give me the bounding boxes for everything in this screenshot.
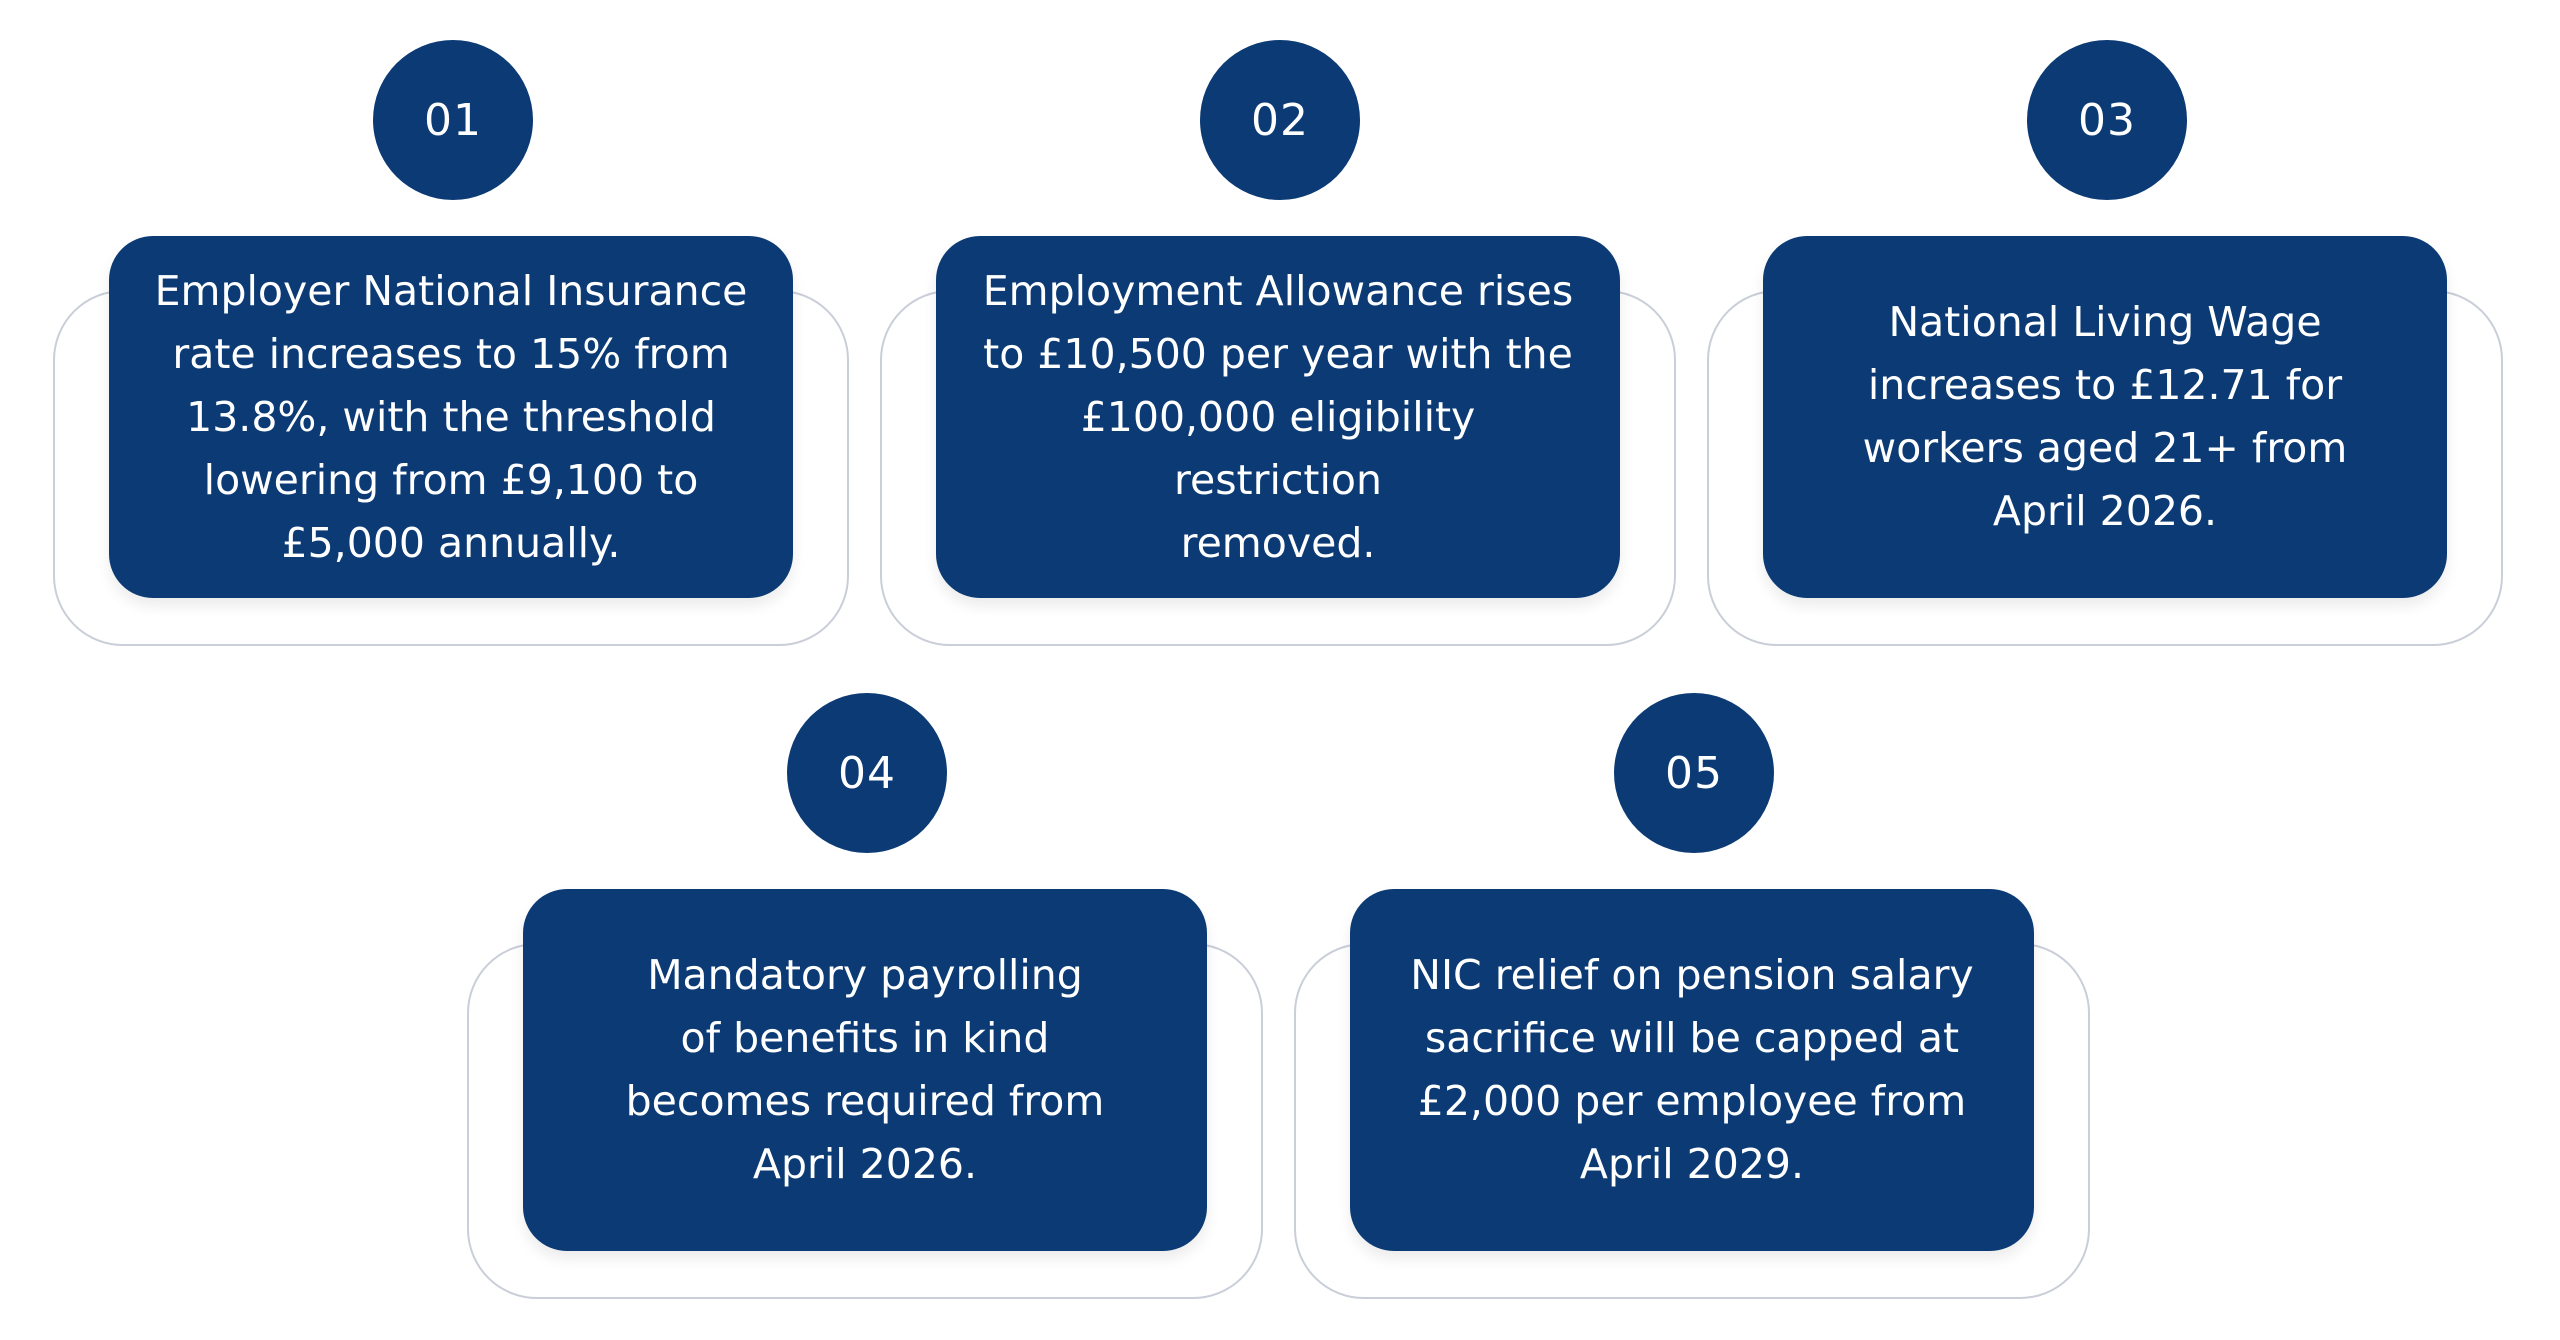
step-description: Employer National Insurance rate increases to 15% from 13.8%, with the threshold lowering from £9,100 to £5,000 annually.	[154, 266, 748, 567]
step-card-02	[880, 40, 1680, 567]
step-description: National Living Wage increases to £12.71 for workers aged 21+ from April 2026.	[1862, 298, 2348, 535]
step-number-badge: 03	[2027, 40, 2187, 200]
step-card-05	[1294, 693, 2094, 1188]
step-card-03	[1707, 40, 2507, 535]
step-number-badge: 01	[373, 40, 533, 200]
step-card-01	[53, 40, 853, 567]
step-panel	[1763, 236, 2447, 598]
step-number-badge: 04	[787, 693, 947, 853]
step-description: Mandatory payrolling of benefits in kind becomes required from April 2026.	[625, 951, 1105, 1188]
step-panel	[1350, 889, 2034, 1251]
step-card-04	[467, 693, 1267, 1188]
step-number-badge: 05	[1614, 693, 1774, 853]
step-number-badge: 02	[1200, 40, 1360, 200]
step-panel	[109, 236, 793, 598]
step-description: NIC relief on pension salary sacrifice will be capped at £2,000 per employee from April 2029.	[1410, 951, 1974, 1188]
step-description: Employment Allowance rises to £10,500 per year with the £100,000 eligibility restriction removed.	[982, 266, 1574, 567]
step-panel	[936, 236, 1620, 598]
step-panel	[523, 889, 1207, 1251]
